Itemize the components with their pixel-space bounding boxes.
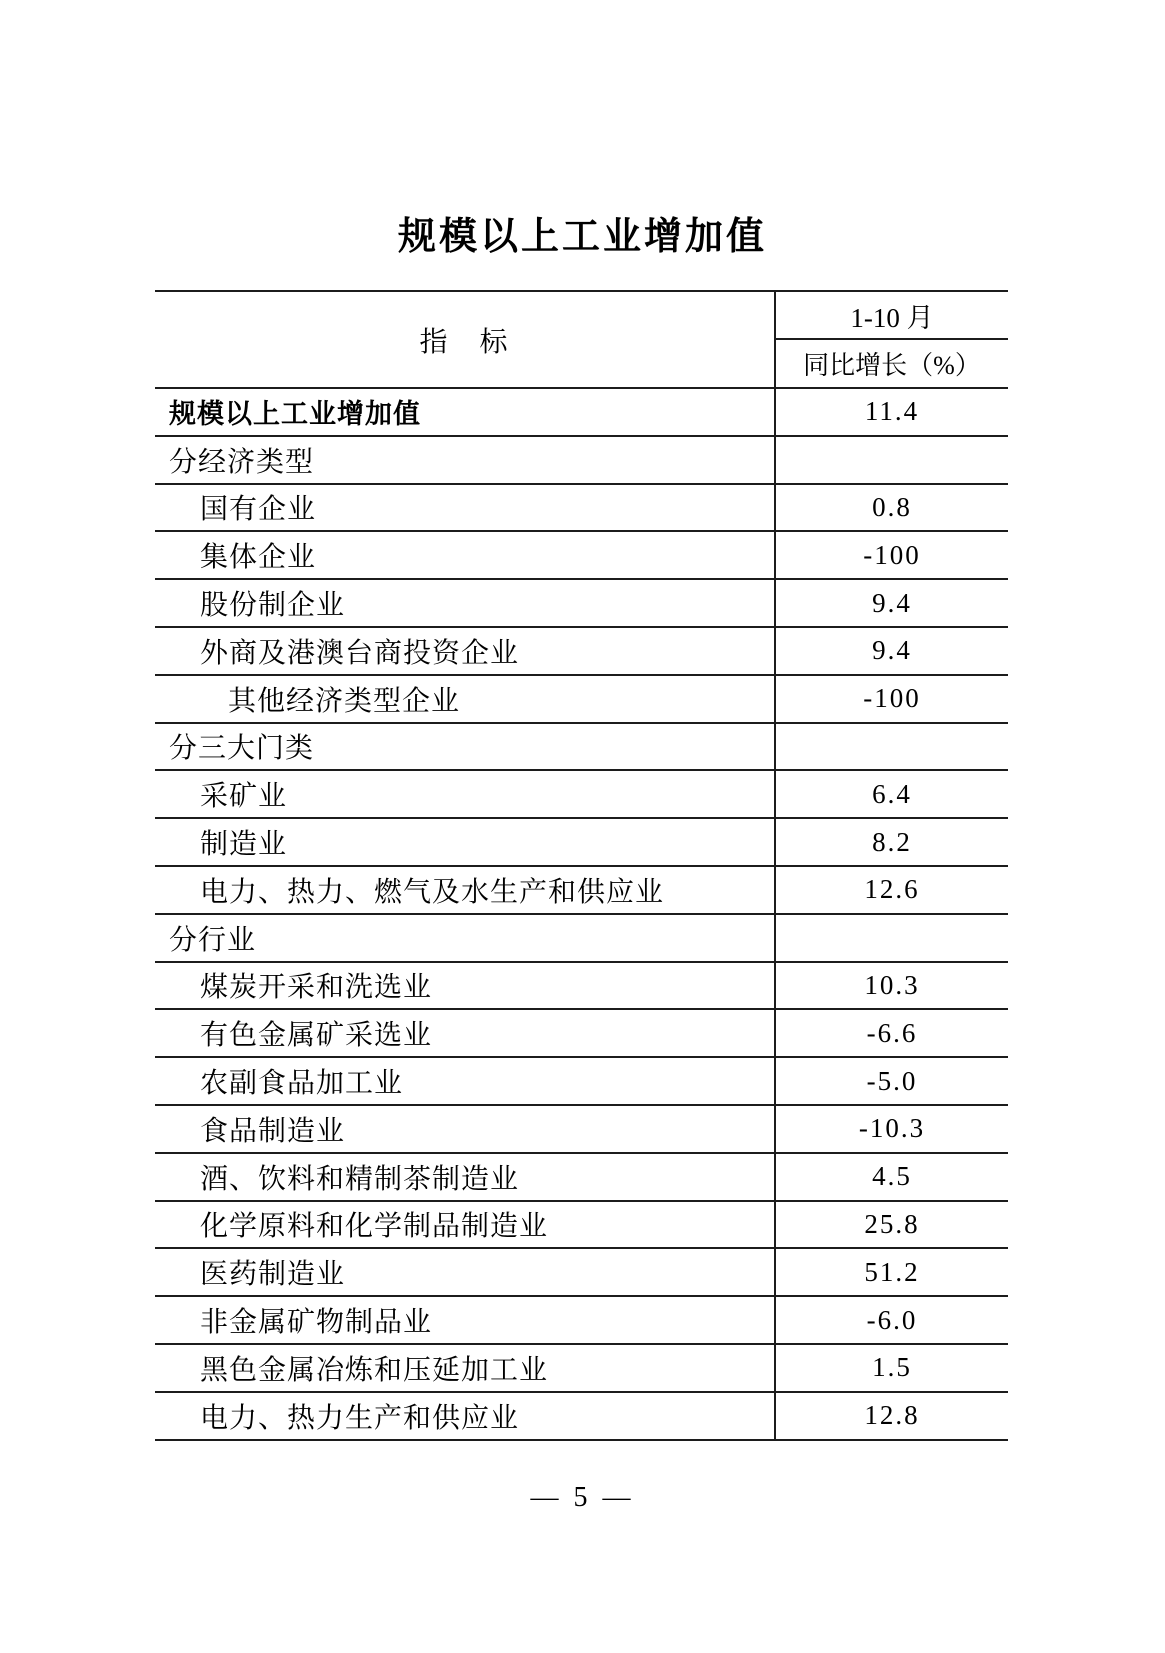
row-value: 25.8 xyxy=(774,1202,1008,1248)
row-label: 分经济类型 xyxy=(169,446,315,478)
row-label: 煤炭开采和洗选业 xyxy=(200,972,433,1004)
table-row xyxy=(155,485,1008,533)
row-label: 外商及港澳台商投资企业 xyxy=(200,637,520,669)
industry-added-value-table xyxy=(155,290,1008,1441)
row-label: 制造业 xyxy=(200,829,288,861)
table-row xyxy=(155,1058,1008,1106)
row-label: 国有企业 xyxy=(200,494,317,526)
row-value: 51.2 xyxy=(774,1249,1008,1295)
row-value: -10.3 xyxy=(774,1106,1008,1152)
table-row xyxy=(155,1249,1008,1297)
row-value: 9.4 xyxy=(774,628,1008,674)
row-value: 12.8 xyxy=(774,1393,1008,1439)
header-value-column xyxy=(774,292,1008,387)
row-label: 分三大门类 xyxy=(169,733,315,765)
table-body xyxy=(155,389,1008,1441)
row-label: 酒、饮料和精制茶制造业 xyxy=(200,1163,520,1195)
table-row xyxy=(155,1393,1008,1441)
row-label: 分行业 xyxy=(169,924,257,956)
row-value: 10.3 xyxy=(774,963,1008,1009)
row-label: 电力、热力生产和供应业 xyxy=(200,1402,520,1434)
table-row xyxy=(155,1297,1008,1345)
row-label: 医药制造业 xyxy=(200,1259,346,1291)
header-indicator-label: 指 标 xyxy=(419,326,510,358)
row-value xyxy=(774,915,1008,961)
row-label: 黑色金属冶炼和压延加工业 xyxy=(200,1354,549,1386)
row-label: 农副食品加工业 xyxy=(200,1068,404,1100)
row-label: 集体企业 xyxy=(200,542,317,574)
row-label: 非金属矿物制品业 xyxy=(200,1307,433,1339)
table-row xyxy=(155,437,1008,485)
table-row xyxy=(155,724,1008,772)
row-value: -6.0 xyxy=(774,1297,1008,1343)
header-period-label: 1-10 月 xyxy=(776,292,1008,340)
table-row xyxy=(155,1010,1008,1058)
row-value: 0.8 xyxy=(774,485,1008,531)
row-value: 6.4 xyxy=(774,771,1008,817)
page-number: — 5 — xyxy=(530,1482,635,1513)
row-label: 股份制企业 xyxy=(200,590,346,622)
row-value xyxy=(774,724,1008,770)
row-label: 采矿业 xyxy=(200,781,288,813)
table-header-row xyxy=(155,292,1008,389)
page-title: 规模以上工业增加值 xyxy=(397,216,767,258)
row-value: 8.2 xyxy=(774,819,1008,865)
table-row xyxy=(155,580,1008,628)
table-row xyxy=(155,963,1008,1011)
table-row xyxy=(155,867,1008,915)
header-metric-label: 同比增长（%） xyxy=(803,351,981,380)
table-row xyxy=(155,532,1008,580)
row-value: 9.4 xyxy=(774,580,1008,626)
row-label: 电力、热力、燃气及水生产和供应业 xyxy=(200,876,665,908)
row-label: 化学原料和化学制品制造业 xyxy=(200,1211,549,1243)
row-label: 食品制造业 xyxy=(200,1115,346,1147)
row-label: 其他经济类型企业 xyxy=(228,685,461,717)
table-row xyxy=(155,915,1008,963)
row-value: 12.6 xyxy=(774,867,1008,913)
table-row xyxy=(155,676,1008,724)
table-row xyxy=(155,1106,1008,1154)
row-value xyxy=(774,437,1008,483)
table-row xyxy=(155,1345,1008,1393)
table-row xyxy=(155,628,1008,676)
row-label: 规模以上工业增加值 xyxy=(169,399,421,430)
table-row xyxy=(155,1202,1008,1250)
table-row xyxy=(155,771,1008,819)
row-value: -5.0 xyxy=(774,1058,1008,1104)
table-row xyxy=(155,1154,1008,1202)
row-value: -100 xyxy=(774,532,1008,578)
row-value: 4.5 xyxy=(774,1154,1008,1200)
row-value: 11.4 xyxy=(774,389,1008,435)
row-value: -6.6 xyxy=(774,1010,1008,1056)
table-row xyxy=(155,819,1008,867)
row-value: 1.5 xyxy=(774,1345,1008,1391)
row-value: -100 xyxy=(774,676,1008,722)
row-label: 有色金属矿采选业 xyxy=(200,1020,433,1052)
table-row xyxy=(155,389,1008,437)
